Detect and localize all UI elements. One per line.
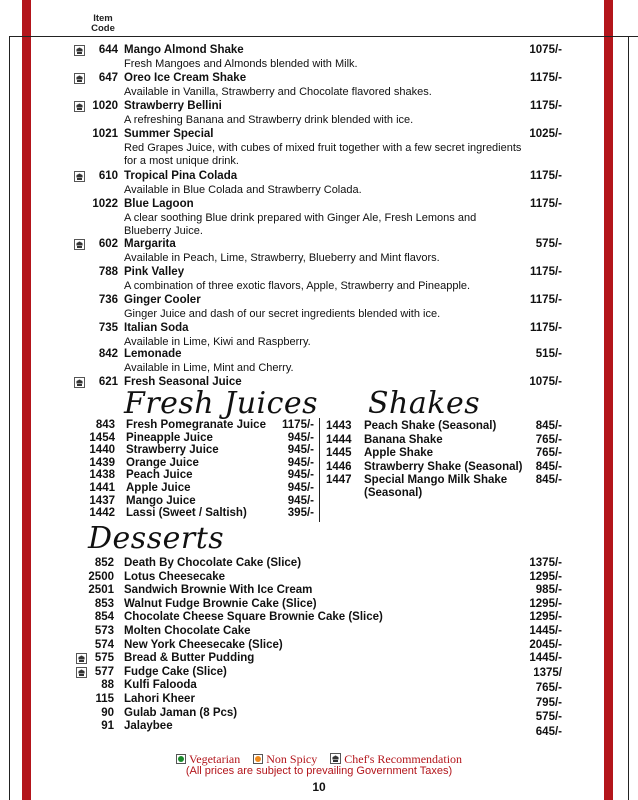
menu-item-row (0, 294, 638, 308)
menu-item-row (0, 128, 638, 142)
menu-item-row (0, 376, 638, 390)
dessert-row (0, 611, 638, 624)
item-price: 1075/- (529, 44, 562, 56)
item-name: Banana Shake (364, 433, 443, 446)
item-code: 575 (94, 652, 114, 665)
menu-item-row (0, 170, 638, 184)
item-name: Orange Juice (126, 456, 199, 469)
legend-chef: Chef's Recommendation (330, 752, 462, 768)
dessert-row (0, 598, 638, 611)
desserts-title: Desserts (88, 521, 225, 556)
item-price: 645/- (535, 726, 562, 739)
shakes-title: Shakes (368, 386, 481, 421)
item-description: A combination of three exotic flavors, Apple, Strawberry and Pineapple. (124, 280, 471, 292)
item-code: 1442 (89, 507, 115, 520)
chef-recommendation-icon (74, 171, 85, 182)
dessert-row (0, 584, 638, 597)
item-name: Bread & Butter Pudding (124, 652, 255, 665)
chef-recommendation-icon (74, 73, 85, 84)
item-name: Walnut Fudge Brownie Cake (Slice) (124, 597, 317, 610)
item-description: Available in Blue Colada and Strawberry Colada. (124, 184, 362, 196)
dessert-row (0, 625, 638, 638)
item-code: 736 (98, 294, 118, 306)
dessert-row (0, 571, 638, 584)
item-price: 1175/- (530, 72, 562, 84)
item-price: 765/- (535, 681, 562, 694)
juice-row (0, 444, 320, 457)
item-description: A refreshing Banana and Strawberry drink blended with ice. (124, 114, 414, 126)
item-code: 735 (98, 322, 118, 334)
item-code: 853 (94, 597, 114, 610)
tax-disclaimer: (All prices are subject to prevailing Government Taxes) (185, 765, 453, 777)
item-name: Chocolate Cheese Square Brownie Cake (Slice) (124, 611, 383, 624)
item-code: 1445 (326, 447, 352, 459)
item-name: Fudge Cake (Slice) (124, 665, 227, 678)
item-price: 945/- (287, 431, 314, 444)
shake-row (320, 447, 638, 460)
item-code: 644 (98, 44, 118, 56)
item-name: Lahori Kheer (124, 693, 195, 705)
item-name: Pineapple Juice (126, 431, 213, 444)
item-code: 842 (98, 348, 118, 360)
item-price: 845/- (535, 474, 562, 486)
item-price: 1025/- (529, 128, 562, 140)
item-description: A clear soothing Blue drink prepared with Ginger Ale, Fresh Lemons and Blueberry Juice. (124, 212, 477, 237)
item-code: 843 (95, 419, 115, 431)
item-code: 1444 (326, 433, 352, 446)
item-name: Strawberry Juice (126, 444, 219, 457)
item-price: 1295/- (529, 570, 562, 583)
item-name: Strawberry Shake (Seasonal) (364, 460, 523, 473)
vegetarian-icon (176, 754, 186, 764)
item-code: 577 (94, 665, 114, 678)
item-description: Ginger Juice and dash of our secret ingredients blended with ice. (124, 308, 441, 320)
menu-item-row (0, 44, 638, 58)
item-name: Tropical Pina Colada (124, 170, 238, 182)
item-name: Lemonade (124, 348, 182, 360)
chef-recommendation-icon (74, 101, 85, 112)
item-name: Apple Shake (364, 447, 434, 459)
item-description: Available in Lime, Kiwi and Raspberry. (124, 336, 311, 348)
menu-item-row (0, 238, 638, 252)
item-code: 1437 (89, 494, 115, 507)
item-code: 788 (98, 266, 118, 278)
item-code: 1022 (92, 198, 118, 210)
item-name: Gulab Jaman (8 Pcs) (124, 706, 238, 719)
shake-row (320, 420, 638, 433)
item-code: 1446 (326, 460, 352, 473)
item-name: Margarita (124, 238, 176, 250)
item-price: 1175/- (282, 419, 314, 431)
item-name: Blue Lagoon (124, 198, 194, 210)
item-code: 647 (98, 72, 118, 84)
menu-item-row (0, 198, 638, 212)
item-name: Fresh Pomegranate Juice (126, 419, 266, 431)
item-code: 91 (101, 720, 114, 733)
page-number: 10 (312, 780, 326, 794)
item-code: 1454 (89, 431, 115, 444)
juice-row (0, 507, 320, 520)
item-price: 1175/- (530, 322, 562, 334)
item-price: 1175/- (530, 170, 562, 182)
item-code: 90 (101, 706, 114, 719)
dessert-row (0, 652, 638, 665)
chef-recommendation-icon (76, 653, 87, 664)
item-price: 1175/- (530, 100, 562, 112)
top-rule (9, 36, 638, 37)
item-price: 985/- (535, 584, 562, 597)
item-price: 845/- (535, 420, 562, 432)
item-price: 575/- (535, 711, 562, 724)
item-code: 88 (101, 679, 114, 692)
item-code: 1438 (89, 469, 115, 482)
item-name: Apple Juice (126, 482, 191, 494)
item-price: 945/- (287, 469, 314, 482)
item-name: Lassi (Sweet / Saltish) (126, 507, 247, 520)
juice-row (0, 482, 320, 495)
juice-row (0, 457, 320, 470)
item-price: 395/- (287, 507, 314, 520)
item-price: 945/- (287, 482, 314, 494)
juice-row (0, 419, 320, 432)
item-name: New York Cheesecake (Slice) (124, 638, 283, 651)
item-price: 1445/- (529, 652, 562, 665)
item-code: 1443 (326, 420, 352, 432)
item-description: Available in Peach, Lime, Strawberry, Blueberry and Mint flavors. (124, 252, 440, 264)
item-price: 1375/- (529, 557, 562, 569)
menu-item-row (0, 322, 638, 336)
item-price: 795/- (535, 696, 562, 709)
item-price: 945/- (287, 494, 314, 507)
item-code: 602 (98, 238, 118, 250)
item-name: Special Mango Milk Shake (Seasonal) (364, 474, 508, 499)
item-code: 115 (95, 693, 114, 705)
menu-item-row (0, 100, 638, 114)
item-price: 1175/- (530, 266, 562, 278)
item-code: 1440 (89, 444, 115, 457)
item-code: 854 (94, 611, 114, 624)
item-code: 621 (98, 376, 118, 388)
dessert-row (0, 706, 638, 724)
chef-recommendation-icon (74, 377, 85, 388)
chef-recommendation-icon (74, 45, 85, 56)
item-code: 1020 (92, 100, 118, 112)
item-name: Summer Special (124, 128, 214, 140)
item-name: Jalaybee (124, 720, 173, 733)
dessert-row (0, 693, 638, 709)
item-price: 515/- (535, 348, 562, 360)
dessert-row (0, 720, 638, 739)
item-name: Kulfi Falooda (124, 679, 197, 692)
item-name: Mango Juice (126, 494, 196, 507)
legend-non-spicy: Non Spicy (253, 752, 317, 767)
item-name: Mango Almond Shake (124, 44, 244, 56)
item-price: 1295/- (529, 597, 562, 610)
legend-vegetarian: Vegetarian (176, 752, 240, 767)
item-price: 945/- (287, 444, 314, 457)
item-price: 765/- (535, 433, 562, 446)
item-name: Molten Chocolate Cake (124, 625, 251, 637)
item-price: 1295/- (529, 611, 562, 624)
menu-item-row (0, 266, 638, 280)
item-description: Red Grapes Juice, with cubes of mixed fruit together with a few secret ingredients for a most unique drink. (124, 142, 522, 167)
item-name: Sandwich Brownie With Ice Cream (124, 584, 313, 597)
item-price: 765/- (535, 447, 562, 459)
item-price: 1445/- (529, 625, 562, 637)
juice-row (0, 469, 320, 482)
non-spicy-icon (253, 754, 263, 764)
shake-row (320, 434, 638, 447)
fresh-juices-title: Fresh Juices (124, 386, 319, 421)
dessert-row (0, 639, 638, 652)
menu-item-row (0, 348, 638, 362)
item-code: 1441 (89, 482, 115, 494)
item-name: Death By Chocolate Cake (Slice) (124, 557, 302, 569)
item-price: 1175/- (530, 198, 562, 210)
item-code: 1439 (89, 456, 115, 469)
item-name: Lotus Cheesecake (124, 570, 225, 583)
shake-row (320, 474, 638, 499)
item-code: 573 (94, 625, 114, 637)
shake-row (320, 461, 638, 474)
item-price: 1175/- (530, 294, 562, 306)
item-code: 1447 (326, 474, 352, 486)
item-code: 2501 (88, 584, 114, 597)
item-name: Italian Soda (124, 322, 189, 334)
juice-row (0, 495, 320, 508)
dessert-row (0, 557, 638, 570)
chef-recommendation-icon (76, 667, 87, 678)
item-name: Peach Juice (126, 469, 193, 482)
item-code: 852 (94, 557, 114, 569)
item-name: Peach Shake (Seasonal) (364, 420, 497, 432)
item-code: 610 (98, 170, 118, 182)
item-name: Fresh Seasonal Juice (124, 376, 242, 388)
item-price: 2045/- (529, 638, 562, 651)
item-code-header: Item Code (91, 13, 115, 34)
item-price: 1375/ (533, 666, 562, 679)
item-price: 945/- (287, 456, 314, 469)
item-description: Available in Vanilla, Strawberry and Chocolate flavored shakes. (124, 86, 432, 98)
item-code: 574 (94, 638, 114, 651)
item-code: 1021 (92, 128, 118, 140)
item-price: 1075/- (529, 376, 562, 388)
item-price: 845/- (535, 460, 562, 473)
item-name: Ginger Cooler (124, 294, 201, 306)
item-description: Fresh Mangoes and Almonds blended with Milk. (124, 58, 358, 70)
item-name: Pink Valley (124, 266, 185, 278)
item-name: Oreo Ice Cream Shake (124, 72, 247, 84)
item-description: Available in Lime, Mint and Cherry. (124, 362, 294, 374)
item-code: 2500 (88, 570, 114, 583)
chef-recommendation-icon (74, 239, 85, 250)
juice-row (0, 432, 320, 445)
item-price: 575/- (535, 238, 562, 250)
dessert-row (0, 666, 638, 679)
menu-item-row (0, 72, 638, 86)
dessert-row (0, 679, 638, 692)
item-name: Strawberry Bellini (124, 100, 222, 112)
